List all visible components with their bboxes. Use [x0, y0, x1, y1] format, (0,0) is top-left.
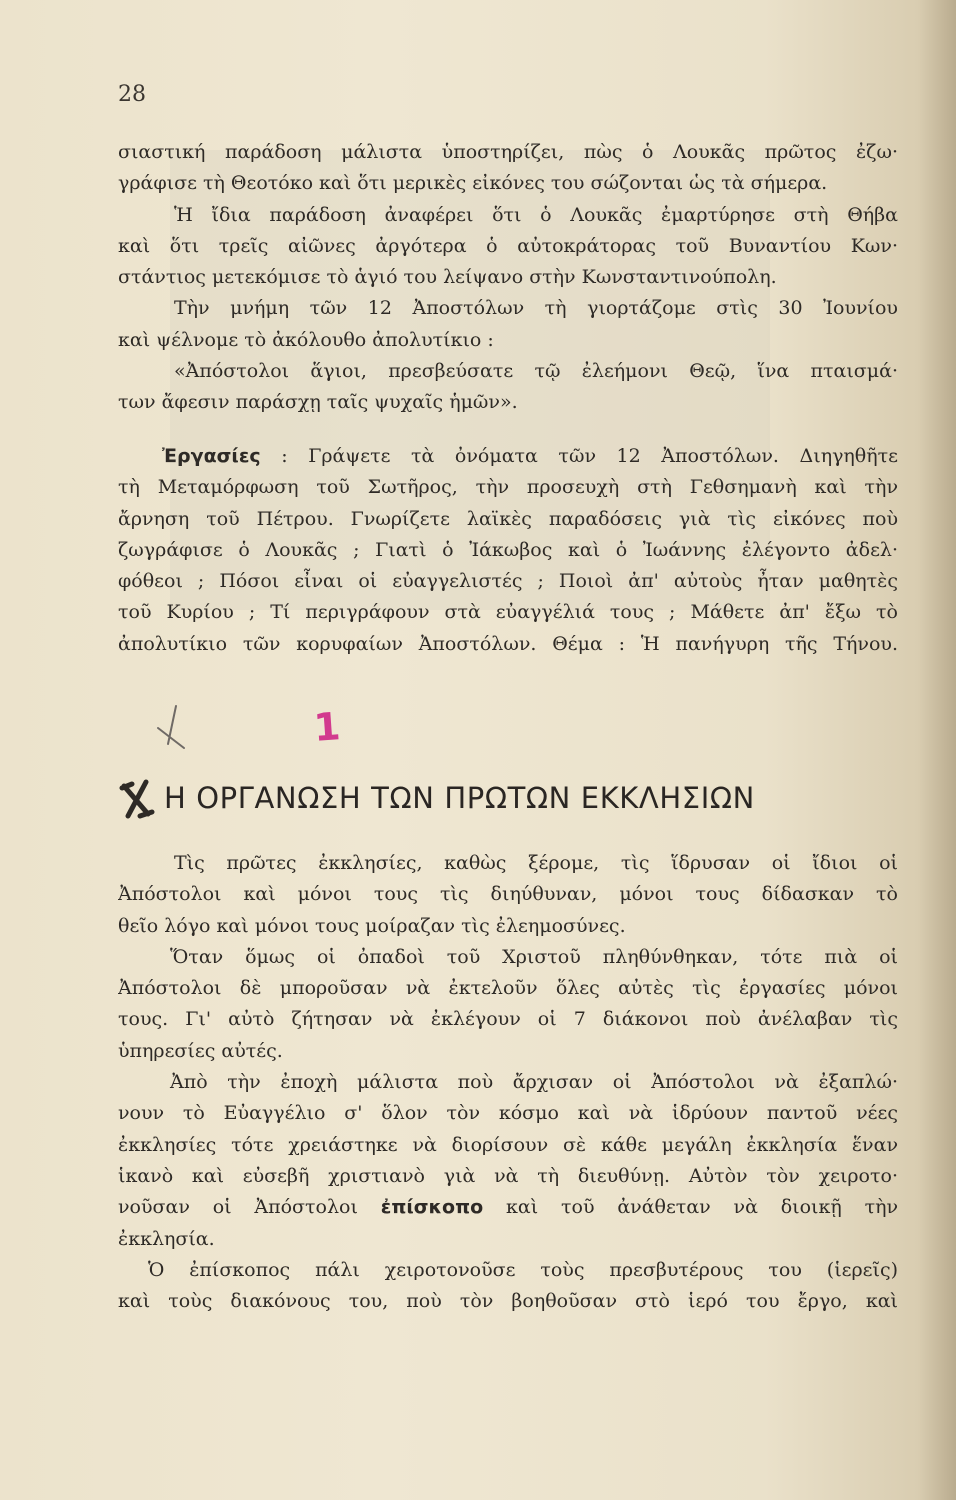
text-line: στάντιος μετεκόμισε τὸ ἁγιό του λείψανο στὴν Κωνσταντινούπολη. [118, 266, 777, 289]
text-line: Ἀπόστολοι καὶ μόνοι τους τὶς διηύθυναν, μόνοι τους δίδασκαν τὸ [118, 883, 898, 906]
text-line: ζωγράφισε ὁ Λουκᾶς ; Γιατὶ ὁ Ἰάκωβος καὶ ὁ Ἰωάννης ἐλέγοντο ἀδελ· [118, 538, 898, 561]
text-line: Τὶς πρῶτες ἐκκλησίες, καθὼς ξέρομε, τὶς ἵδρυσαν οἱ ἴδιοι οἱ [174, 852, 898, 874]
text-line: τοῦ Κυρίου ; Τί περιγράφουν στὰ εὐαγγέλιά τους ; Μάθετε ἀπ' ἔξω τὸ [118, 601, 898, 624]
text-line: «Ἀπόστολοι ἅγιοι, πρεσβεύσατε τῷ ἐλεήμονι Θεῷ, ἵνα πταισμά· [174, 360, 898, 383]
text-line: νουν τὸ Εὐαγγέλιο σ' ὅλον τὸν κόσμο καὶ νὰ ἱδρύουν παντοῦ νέες [118, 1102, 898, 1125]
text-line: σιαστική παράδοση μάλιστα ὑποστηρίζει, πὼς ὁ Λουκᾶς πρῶτος ἐζω· [118, 141, 898, 163]
text-line [118, 1192, 898, 1223]
text-line: Ἀπόστολοι δὲ μποροῦσαν νὰ ἐκτελοῦν ὅλες αὐτὲς τὶς ἐργασίες μόνοι [118, 977, 898, 1000]
text-line: τὴ Μεταμόρφωση τοῦ Σωτῆρος, τὴν προσευχὴ στὴ Γεθσημανὴ καὶ τὴν [118, 476, 898, 499]
text-span: νοῦσαν οἱ Ἀπόστολοι [118, 1196, 358, 1219]
section-1-paragraphs [118, 137, 898, 419]
text-line: ἱκανὸ καὶ εὐσεβῆ χριστιανὸ γιὰ νὰ τὴ διευθύνῃ. Αὐτὸν τὸν χειροτο· [118, 1164, 898, 1187]
text-line: Τὴν μνήμη τῶν 12 Ἀποστόλων τὴ γιορτάζομε στὶς 30 Ἰουνίου [174, 297, 898, 320]
text-line: ἐκκλησίες τότε χρειάστηκε νὰ διορίσουν σὲ κάθε μεγάλη ἐκκλησία ἕναν [118, 1133, 898, 1156]
text-span: καὶ τοῦ ἀνάθεταν νὰ διοικῇ τὴν [506, 1196, 898, 1219]
text-line [118, 441, 898, 472]
text-line: ἀπολυτίκιο τῶν κορυφαίων Ἀποστόλων. Θέμα : Ἡ πανήγυρη τῆς Τήνου. [118, 632, 898, 655]
text-line: ἐκκλησία. [118, 1227, 215, 1250]
text-line: Ὅταν ὅμως οἱ ὀπαδοὶ τοῦ Χριστοῦ πληθύνθηκαν, τότε πιὰ οἱ [170, 945, 898, 968]
pencil-x-mark [158, 706, 184, 748]
exercises-paragraph [118, 441, 898, 660]
text-line: Ἀπὸ τὴν ἐποχὴ μάλιστα ποὺ ἄρχισαν οἱ Ἀπόστολοι νὰ ἐξαπλώ· [170, 1071, 898, 1094]
bold-term: ἐπίσκοπο [380, 1196, 484, 1219]
chapter-heading [118, 773, 898, 823]
text-line: των ἄφεσιν παράσχῃ ταῖς ψυχαῖς ἡμῶν». [118, 391, 518, 414]
page-number: 28 [118, 82, 146, 107]
exercises-label: Ἐργασίες [162, 445, 261, 467]
section-2-paragraphs [118, 848, 898, 1317]
text-line: θεῖο λόγο καὶ μόνοι τους μοίραζαν τὶς ἐλεημοσύνες. [118, 914, 626, 937]
text-line: φόθεοι ; Πόσοι εἶναι οἱ εὐαγγελιστές ; Ποιοὶ ἀπ' αὐτοὺς ἦταν μαθητὲς [118, 570, 898, 593]
chapter-number-handwritten: 1 [312, 704, 342, 750]
text-line: τους. Γι' αὐτὸ ζήτησαν νὰ ἐκλέγουν οἱ 7 διάκονοι ποὺ ἀνέλαβαν τὶς [118, 1008, 898, 1031]
handwritten-marks [150, 700, 370, 760]
text-line: Ἡ ἴδια παράδοση ἀναφέρει ὅτι ὁ Λουκᾶς ἐμαρτύρησε στὴ Θήβα [174, 203, 898, 226]
text-line: Ὁ ἐπίσκοπος πάλι χειροτονοῦσε τοὺς πρεσβυτέρους του (ἱερεῖς) [148, 1258, 898, 1281]
exercises-text: : Γράψετε τὰ ὀνόματα τῶν 12 Ἀποστόλων. Διηγηθῆτε [281, 445, 898, 467]
text-line: ὑπηρεσίες αὐτές. [118, 1039, 283, 1062]
text-line: γράφισε τὴ Θεοτόκο καὶ ὅτι μερικὲς εἰκόνες του σώζονται ὡς τὰ σήμερα. [118, 172, 828, 195]
chapter-title: Η ΟΡΓΑΝΩΣΗ ΤΩΝ ΠΡΩΤΩΝ ΕΚΚΛΗΣΙΩΝ [164, 781, 755, 815]
text-line: καὶ ψέλνομε τὸ ἀκόλουθο ἀπολυτίκιο : [118, 328, 494, 351]
text-line: καὶ τοὺς διακόνους του, ποὺ τὸν βοηθοῦσαν στὸ ἱερό του ἔργο, καὶ [118, 1290, 898, 1313]
text-line: καὶ ὅτι τρεῖς αἰῶνες ἀργότερα ὁ αὐτοκράτορας τοῦ Βυναντίου Κων· [118, 234, 898, 257]
bullet-x-icon [118, 776, 156, 820]
text-line: ἄρνηση τοῦ Πέτρου. Γνωρίζετε λαϊκὲς παραδόσεις γιὰ τὶς εἰκόνες ποὺ [118, 507, 898, 530]
